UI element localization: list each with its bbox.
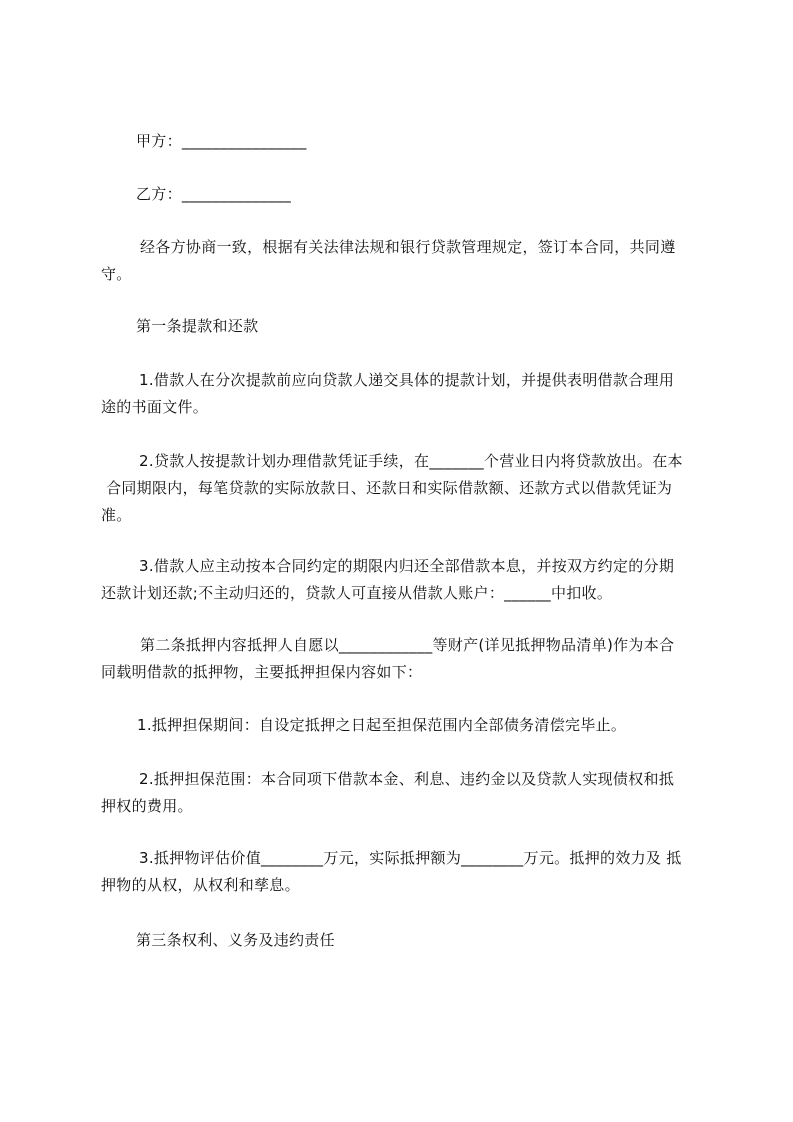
text-line: 1.抵押担保期间：自设定抵押之日起至担保范围内全部债务清偿完毕止。 xyxy=(137,716,627,734)
text-line: 押物的从权，从权利和孳息。 xyxy=(101,876,300,894)
text-line: 途的书面文件。 xyxy=(101,398,209,416)
article-1-heading xyxy=(101,313,713,340)
article-2-paragraph xyxy=(101,632,713,686)
text-line: 经各方协商一致，根据有关法律法规和银行贷款管理规定，签订本合同，共同遵 xyxy=(140,238,676,256)
article-2-item-2 xyxy=(101,766,713,820)
party-b-line xyxy=(101,181,713,208)
text-line: 第二条抵押内容抵押人自愿以____________等财产(详见抵押物品清单)作为本合 xyxy=(140,636,675,654)
text-line: 守。 xyxy=(101,265,132,283)
article-1-item-2 xyxy=(101,448,713,529)
party-a-line xyxy=(101,128,713,155)
text-line: 2.抵押担保范围：本合同项下借款本金、利息、违约金以及贷款人实现债权和抵 xyxy=(139,770,675,788)
party-a: 甲方：________________ xyxy=(136,132,307,150)
intro-paragraph xyxy=(101,234,713,288)
party-b: 乙方：______________ xyxy=(136,185,292,203)
text-line: 3.借款人应主动按本合同约定的期限内归还全部借款本息，并按双方约定的分期 xyxy=(139,557,675,575)
text-line: 押权的费用。 xyxy=(101,797,193,815)
article-2-item-3 xyxy=(101,845,713,899)
text-line: 1.借款人在分次提款前应向贷款人递交具体的提款计划，并提供表明借款合理用 xyxy=(139,371,675,389)
heading: 第三条权利、义务及违约责任 xyxy=(136,931,335,949)
heading: 第一条提款和还款 xyxy=(136,317,259,335)
article-1-item-3 xyxy=(101,553,713,607)
text-line: 3.抵押物评估价值________万元，实际抵押额为________万元。抵押的效力及 抵 xyxy=(139,849,682,867)
article-3-heading xyxy=(101,927,713,954)
article-1-item-1 xyxy=(101,367,713,421)
article-2-item-1 xyxy=(101,712,713,739)
text-line: 同载明借款的抵押物，主要抵押担保内容如下： xyxy=(101,663,423,681)
text-line: 还款计划还款;不主动归还的，贷款人可直接从借款人账户：______中扣收。 xyxy=(101,584,613,602)
text-line: 准。 xyxy=(101,506,132,524)
text-line: 2.贷款人按提款计划办理借款凭证手续，在_______个营业日内将贷款放出。在本 xyxy=(139,452,683,470)
text-line: 合同期限内，每笔贷款的实际放款日、还款日和实际借款额、还款方式以借款凭证为 xyxy=(101,479,673,497)
